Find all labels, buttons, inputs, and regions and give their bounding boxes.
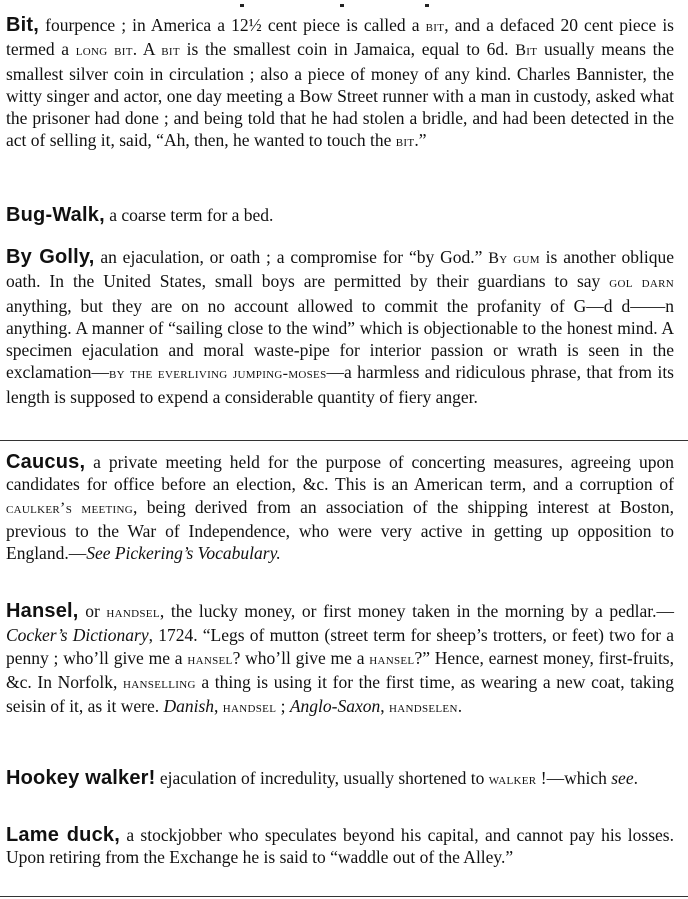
- entry-bit: [6, 14, 674, 154]
- italic-reference: Anglo-Saxon: [289, 696, 381, 717]
- italic-reference: Danish: [163, 696, 215, 717]
- small-caps-term: handsel: [106, 604, 160, 621]
- definition-text: a private meeting held for the purpose of concerting measures, agreeing upon candidates for office before an election, &c. This is an American term, and a corruption of: [6, 452, 674, 495]
- small-caps-term: hanselling: [123, 674, 196, 692]
- entry-by-golly: [6, 246, 674, 408]
- small-caps-term: bit: [395, 133, 415, 151]
- definition-text: .: [633, 768, 638, 788]
- definition-text: .: [457, 696, 463, 717]
- small-caps-term: By gum: [488, 250, 540, 267]
- definition-text: , the lucky money, or first money taken in the morning by a pedlar.—: [159, 601, 675, 621]
- small-caps-term: bit: [425, 18, 445, 35]
- small-caps-term: Bit: [515, 42, 538, 60]
- definition-text: is the smallest coin in Jamaica, equal to 6d.: [179, 39, 516, 60]
- definition-text: , and a defaced 20 cent piece is termed a: [6, 15, 674, 60]
- entry-lame-duck: [6, 824, 674, 869]
- definition-text: , being derived from an association of the shipping interest at Boston, previous to the War of Independence, who were very active in getting up opposition to England.—: [6, 496, 674, 564]
- entry-headword: Hansel,: [6, 600, 79, 622]
- entry-hansel: [6, 600, 674, 719]
- definition-text: ejaculation of incredulity, usually shortened to: [159, 768, 489, 788]
- definition-text: a coarse term for a bed.: [109, 205, 274, 225]
- definition-text: ?” Hence, earnest money, first-fruits, &c. In Norfolk,: [6, 647, 674, 692]
- small-caps-term: handselen: [389, 699, 458, 717]
- small-caps-term: handsel: [222, 699, 277, 717]
- entry-bug-walk: [6, 204, 674, 226]
- definition-text: , 1724. “Legs of mutton (street term for sheep’s trotters, or feet) two for a penny ; who’ll give me a: [6, 625, 674, 668]
- definition-text: usually means the smallest silver coin in circulation ; also a piece of money of any kind. Charles Bannister, the witty singer and actor, one day meeting a Bow Street runner with a man in custody, asked what the prisoner had done ; and being told that he had stolen a bridle, and had been detected in the act of selling it, said, “Ah, then, he wanted to touch the: [6, 39, 674, 151]
- small-caps-term: walker: [488, 771, 537, 788]
- definition-text: a thing is using it for the first time, as wearing a new coat, taking seisin of it, as it were.: [6, 671, 674, 717]
- print-speck: [425, 4, 429, 7]
- definition-text: . A: [132, 39, 162, 60]
- print-speck: [240, 4, 244, 7]
- definition-text: —a harmless and ridiculous phrase, that from its length is supposed to expend a considerable quantity of fiery anger.: [6, 362, 674, 407]
- small-caps-term: by the everliving jumping-moses: [109, 365, 327, 383]
- entry-hookey-walker: [6, 767, 674, 791]
- print-speck: [340, 4, 344, 7]
- definition-text: or: [85, 601, 107, 621]
- entry-headword: By Golly,: [6, 246, 95, 268]
- entry-headword: Caucus,: [6, 451, 86, 473]
- definition-text: ,: [380, 696, 389, 717]
- definition-text: is another oblique oath. In the United States, small boys are permitted by their guardians to say: [6, 247, 675, 292]
- definition-text: !—which: [536, 768, 612, 788]
- italic-reference: see: [611, 768, 634, 788]
- italic-reference: See Pickering’s Vocabulary.: [86, 543, 281, 564]
- definition-text: an ejaculation, or oath ; a compromise for “by God.”: [100, 247, 489, 267]
- small-caps-term: hansel: [369, 650, 415, 668]
- section-divider: [0, 896, 688, 897]
- small-caps-term: long bit: [75, 42, 133, 60]
- small-caps-term: gol darn: [609, 274, 674, 292]
- small-caps-term: hansel: [187, 650, 233, 668]
- small-caps-term: bit: [161, 42, 180, 60]
- entry-headword: Bit,: [6, 14, 40, 36]
- small-caps-term: caulker’s meeting: [6, 499, 133, 517]
- definition-text: anything, but they are on no account allowed to commit the profanity of G—d d——n anything. A manner of “sailing close to the wind” which is objectionable to the honest mind. A specimen ejaculation and moral waste-pipe for interior passion or wrath is seen in the exclamation—: [6, 295, 674, 383]
- definition-text: ;: [276, 696, 290, 717]
- definition-text: .”: [414, 130, 427, 151]
- definition-text: a stockjobber who speculates beyond his capital, and cannot pay his losses. Upon retiring from the Exchange he is said to “waddle out of the Alley.”: [6, 825, 674, 868]
- definition-text: ? who’ll give me a: [232, 647, 370, 668]
- entry-caucus: [6, 451, 674, 564]
- italic-reference: Cocker’s Dictionary: [6, 625, 149, 646]
- section-divider: [0, 440, 688, 441]
- entry-headword: Lame duck,: [6, 824, 120, 846]
- entry-headword: Bug-Walk,: [6, 204, 105, 226]
- definition-text: fourpence ; in America a 12½ cent piece is called a: [45, 15, 426, 35]
- entry-headword: Hookey walker!: [6, 767, 156, 789]
- definition-text: ,: [214, 696, 223, 717]
